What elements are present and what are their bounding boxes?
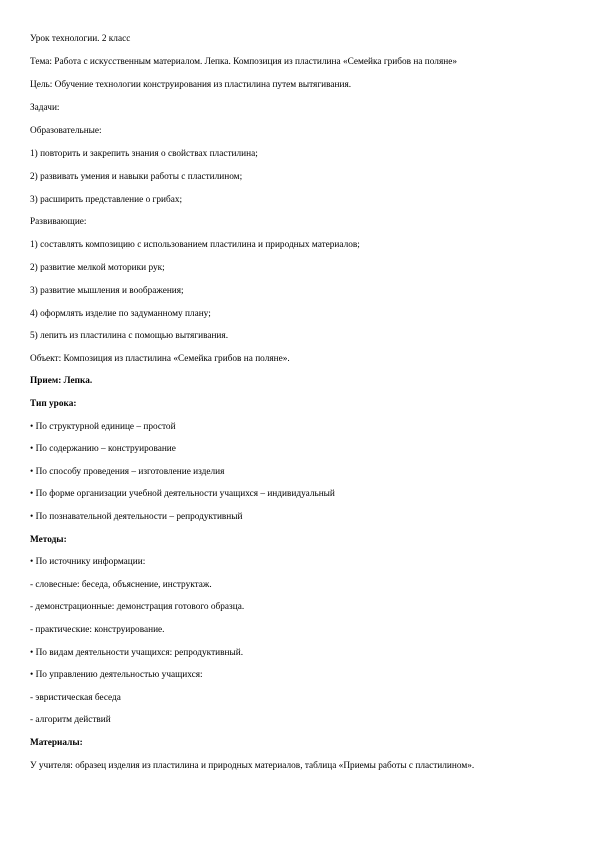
lesson-technique: Прием: Лепка. bbox=[30, 376, 93, 386]
methods-item: - эвристическая беседа bbox=[30, 693, 121, 703]
methods-item: • По управлению деятельностью учащихся: bbox=[30, 670, 203, 680]
educational-item: 1) повторить и закрепить знания о свойствах пластилина; bbox=[30, 149, 258, 159]
lesson-type-heading: Тип урока: bbox=[30, 399, 77, 409]
methods-item: - практические: конструирование. bbox=[30, 625, 165, 635]
methods-item: - демонстрационные: демонстрация готового образца. bbox=[30, 602, 245, 612]
methods-item: - словесные: беседа, объяснение, инструктаж. bbox=[30, 580, 212, 590]
lesson-type-item: • По способу проведения – изготовление изделия bbox=[30, 467, 225, 477]
educational-item: 2) развивать умения и навыки работы с пластилином; bbox=[30, 172, 243, 182]
lesson-type-item: • По структурной единице – простой bbox=[30, 422, 176, 432]
developing-item: 3) развитие мышления и воображения; bbox=[30, 286, 184, 296]
developing-heading: Развивающие: bbox=[30, 217, 87, 227]
educational-heading: Образовательные: bbox=[30, 126, 102, 136]
lesson-type-item: • По содержанию – конструирование bbox=[30, 444, 176, 454]
document-header: Урок технологии. 2 класс bbox=[30, 34, 131, 44]
developing-item: 5) лепить из пластилина с помощью вытягивания. bbox=[30, 331, 229, 341]
developing-item: 1) составлять композицию с использованием пластилина и природных материалов; bbox=[30, 240, 360, 250]
lesson-goal: Цель: Обучение технологии конструирования из пластилина путем вытягивания. bbox=[30, 80, 352, 90]
methods-item: • По источнику информации: bbox=[30, 557, 146, 567]
methods-heading: Методы: bbox=[30, 535, 67, 545]
lesson-type-item: • По форме организации учебной деятельности учащихся – индивидуальный bbox=[30, 489, 335, 499]
lesson-topic: Тема: Работа с искусственным материалом. Лепка. Композиция из пластилина «Семейка грибов на поляне» bbox=[30, 57, 457, 67]
educational-item: 3) расширить представление о грибах; bbox=[30, 195, 183, 205]
materials-text: У учителя: образец изделия из пластилина и природных материалов, таблица «Приемы работы с пластилином». bbox=[30, 761, 475, 771]
tasks-heading: Задачи: bbox=[30, 103, 60, 113]
lesson-type-item: • По познавательной деятельности – репродуктивный bbox=[30, 512, 243, 522]
lesson-object: Объект: Композиция из пластилина «Семейка грибов на поляне». bbox=[30, 354, 290, 364]
materials-heading: Материалы: bbox=[30, 738, 83, 748]
methods-item: • По видам деятельности учащихся: репродуктивный. bbox=[30, 648, 244, 658]
developing-item: 2) развитие мелкой моторики рук; bbox=[30, 263, 165, 273]
developing-item: 4) оформлять изделие по задуманному плану; bbox=[30, 309, 211, 319]
methods-item: - алгоритм действий bbox=[30, 715, 111, 725]
